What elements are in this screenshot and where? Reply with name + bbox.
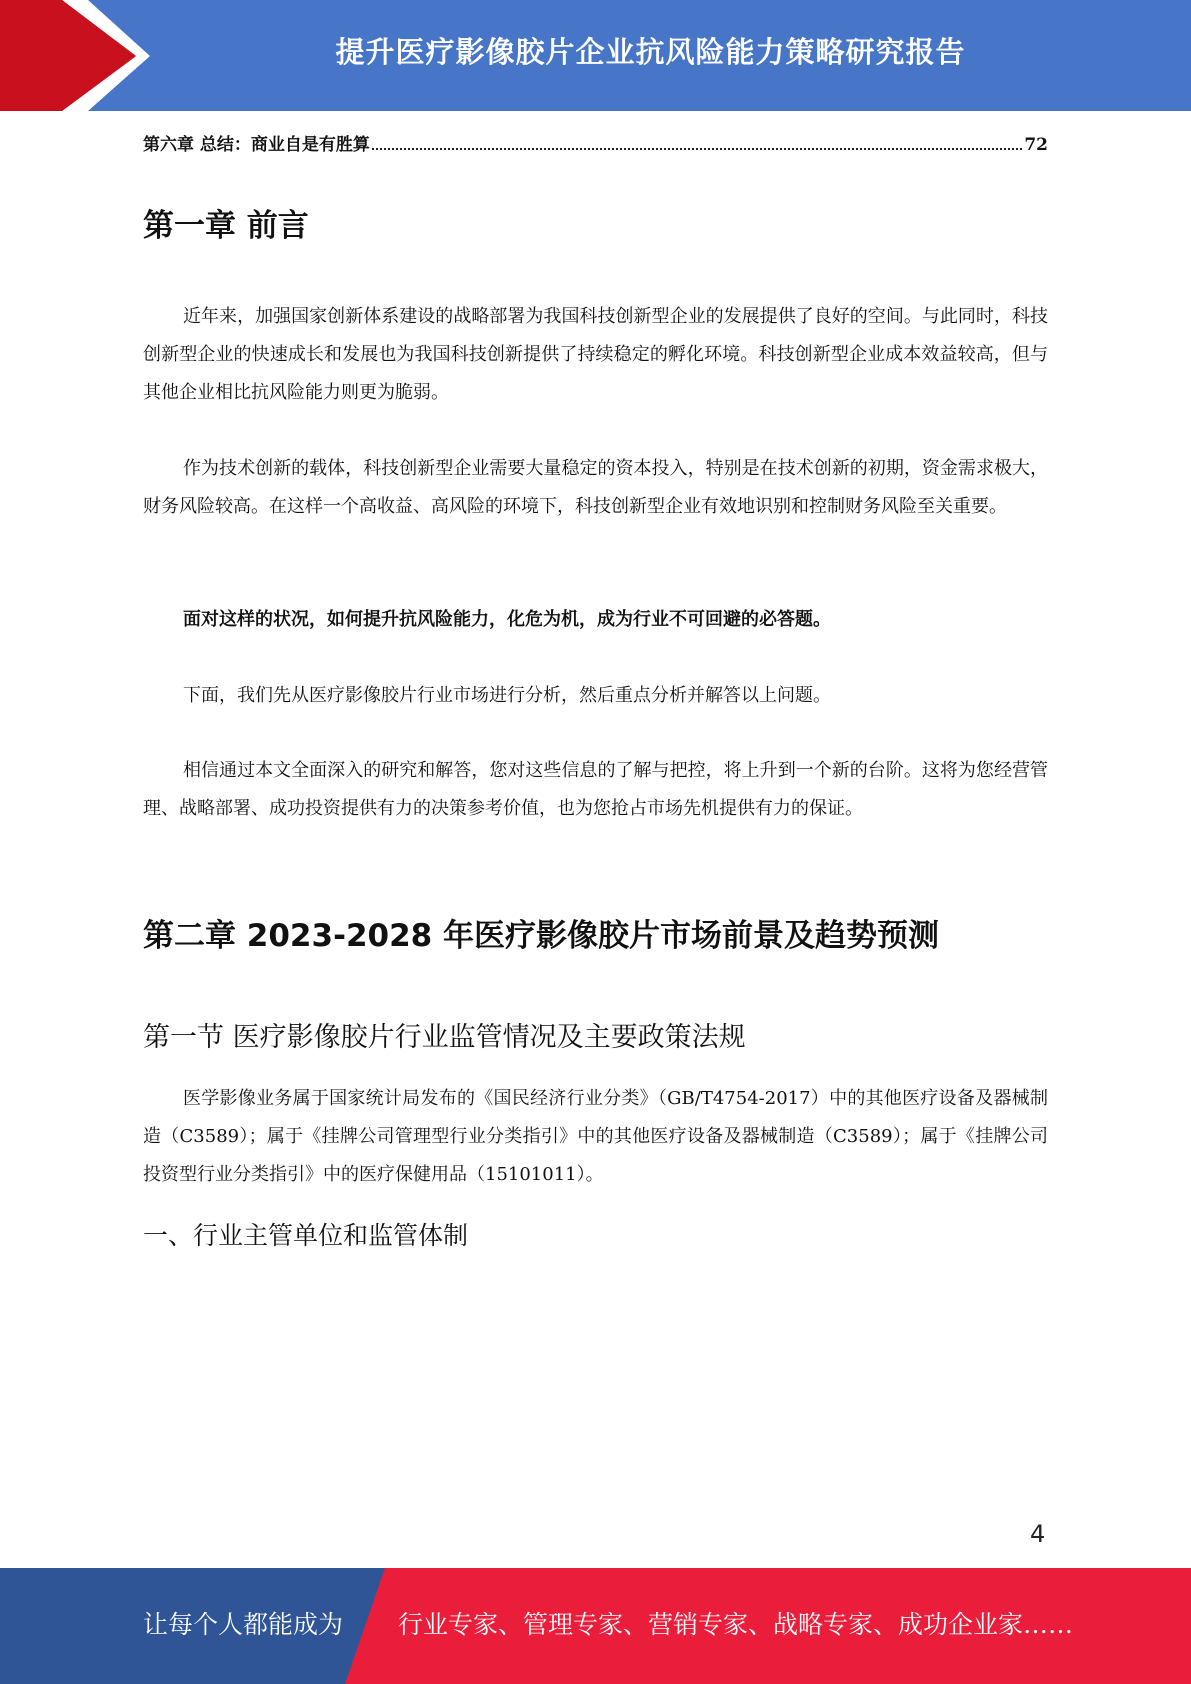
toc-leader-dots [372, 148, 1022, 150]
chapter-2-heading: 第二章 2023-2028 年医疗影像胶片市场前景及趋势预测 [143, 918, 940, 954]
paragraph-emphasis: 面对这样的状况，如何提升抗风险能力，化危为机，成为行业不可回避的必答题。 [183, 609, 831, 630]
paragraph: 相信通过本文全面深入的研究和解答，您对这些信息的了解与把控，将上升到一个新的台阶。这将为您经营管理、战略部署、成功投资提供有力的决策参考价值，也为您抢占市场先机提供有力的保证。 [143, 760, 1048, 819]
section-1-heading: 第一节 医疗影像胶片行业监管情况及主要政策法规 [143, 1022, 746, 1053]
subsection-1-heading: 一、行业主管单位和监管体制 [143, 1221, 469, 1250]
toc-entry[interactable] [143, 130, 1048, 155]
paragraph: 下面，我们先从医疗影像胶片行业市场进行分析，然后重点分析并解答以上问题。 [183, 685, 831, 706]
footer-slogan-left: 让每个人都能成为 [143, 1610, 344, 1639]
toc-entry-label: 第六章 总结：商业自是有胜算 [143, 135, 370, 155]
paragraph: 作为技术创新的载体，科技创新型企业需要大量稳定的资本投入，特别是在技术创新的初期，资金需求极大，财务风险较高。在这样一个高收益、高风险的环境下，科技创新型企业有效地识别和控制财务风险至关重要。 [143, 458, 1048, 517]
paragraph: 近年来，加强国家创新体系建设的战略部署为我国科技创新型企业的发展提供了良好的空间。与此同时，科技创新型企业的快速成长和发展也为我国科技创新提供了持续稳定的孵化环境。科技创新型企业成本效益较高，但与其他企业相比抗风险能力则更为脆弱。 [143, 306, 1048, 403]
report-title: 提升医疗影像胶片企业抗风险能力策略研究报告 [335, 35, 966, 69]
paragraph: 医学影像业务属于国家统计局发布的《国民经济行业分类》（GB/T4754-2017）中的其他医疗设备及器械制造（C3589）；属于《挂牌公司管理型行业分类指引》中的其他医疗设备及器械制造（C3589）；属于《挂牌公司投资型行业分类指引》中的医疗保健用品（15101011）。 [143, 1088, 1048, 1185]
footer-slogan-right: 行业专家、管理专家、营销专家、战略专家、成功企业家…… [398, 1610, 1074, 1639]
page-number: 4 [1030, 1520, 1046, 1548]
toc-entry-page: 72 [1024, 135, 1048, 155]
chapter-1-heading: 第一章 前言 [143, 208, 309, 244]
